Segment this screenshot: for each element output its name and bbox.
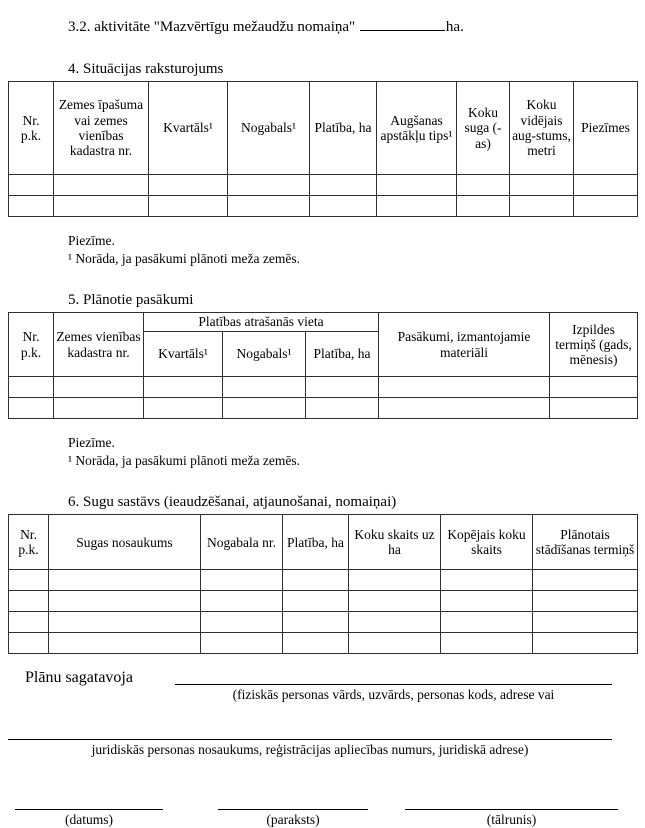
planned-measures-table [8,312,638,419]
empty-cell [283,612,349,633]
empty-cell [550,377,638,398]
empty-cell [510,196,574,217]
phone-block [405,795,618,828]
phone-caption: (tālrunis) [486,812,537,828]
empty-cell [349,570,441,591]
empty-cell [9,570,49,591]
table-row [9,591,638,612]
empty-cell [457,175,510,196]
empty-cell [441,591,533,612]
empty-cell [349,633,441,654]
empty-cell [54,196,149,217]
empty-cell [223,377,306,398]
empty-cell [144,398,223,419]
section6-heading: 6. Sugu sastāvs (ieaudzēšanai, atjaunošanai, nomaiņai) [68,494,397,511]
empty-cell [441,633,533,654]
col-header-kvartals: Kvartāls¹ [144,332,223,377]
empty-cell [349,591,441,612]
col-header-piezimes: Piezīmes [574,82,638,175]
footnote-1 [68,232,637,267]
empty-cell [377,175,457,196]
col-header-platiba: Platība, ha [306,332,379,377]
preparer-caption-line2: juridiskās personas nosaukums, reģistrācijas apliecības numurs, juridiskā adrese) [91,742,529,758]
empty-cell [9,175,54,196]
section4-heading: 4. Situācijas raksturojums [68,61,224,77]
signature-block [218,795,368,828]
empty-cell [533,633,638,654]
empty-cell [306,377,379,398]
preparer-row2 [8,725,612,758]
empty-cell [283,633,349,654]
empty-cell [457,196,510,217]
col-header-pasakumi: Pasākumi, izmantojamie materiāli [379,313,550,377]
phone-line [405,795,618,810]
empty-cell [228,175,310,196]
date-caption: (datums) [65,812,113,828]
activity-line [68,16,637,36]
col-header-kadastra: Zemes vienības kadastra nr. [54,313,144,377]
preparer-label: Plānu sagatavoja [25,669,133,687]
col-header-nogabals: Nogabals¹ [228,82,310,175]
col-header-platiba: Platība, ha [310,82,377,175]
table-row [9,612,638,633]
empty-cell [283,591,349,612]
hectares-blank-line [360,16,445,31]
species-table [8,514,638,654]
table-row [9,398,638,419]
hectares-unit: ha. [445,19,464,35]
empty-cell [441,570,533,591]
table-row [9,377,638,398]
situation-table [8,81,638,217]
table-header-row [9,82,638,175]
empty-cell [9,591,49,612]
empty-cell [306,398,379,419]
empty-cell [149,175,228,196]
empty-cell [49,633,201,654]
empty-cell [9,633,49,654]
empty-cell [201,570,283,591]
col-header-nr: Nr. p.k. [9,515,49,570]
signature-caption: (paraksts) [266,812,320,828]
footnote-title: Piezīme. [68,435,115,451]
empty-cell [283,570,349,591]
table-row [9,633,638,654]
col-header-nogabals: Nogabals¹ [223,332,306,377]
empty-cell [574,175,638,196]
col-header-stadisanas: Plānotais stādīšanas termiņš [533,515,638,570]
empty-cell [533,570,638,591]
col-header-kadastra: Zemes īpašuma vai zemes vienības kadastra nr. [54,82,149,175]
empty-cell [54,175,149,196]
preparer-signature-line2 [8,725,612,740]
table-header-row [9,313,638,332]
empty-cell [9,398,54,419]
date-block [15,795,163,828]
preparer-signature-line [175,668,612,685]
empty-cell [533,612,638,633]
col-header-platiba: Platība, ha [283,515,349,570]
empty-cell [201,633,283,654]
empty-cell [49,591,201,612]
col-group-header-atrasanas: Platības atrašanās vieta [144,313,379,332]
preparer-caption-line1: (fiziskās personas vārds, uzvārds, personas kods, adrese vai [232,687,555,703]
col-header-koku-skaits: Koku skaits uz ha [349,515,441,570]
preparer-row [25,668,612,703]
col-header-augstums: Koku vidējais aug-stums, metri [510,82,574,175]
date-signature-phone-row [8,795,637,828]
empty-cell [9,196,54,217]
col-header-nr: Nr. p.k. [9,313,54,377]
empty-cell [149,196,228,217]
empty-cell [533,591,638,612]
empty-cell [379,377,550,398]
empty-cell [550,398,638,419]
empty-cell [228,196,310,217]
col-header-suga-nosaukums: Sugas nosaukums [49,515,201,570]
empty-cell [54,377,144,398]
col-header-suga: Koku suga (-as) [457,82,510,175]
empty-cell [377,196,457,217]
empty-cell [54,398,144,419]
empty-cell [223,398,306,419]
footnote-title: Piezīme. [68,233,115,248]
empty-cell [201,591,283,612]
col-header-kopejais: Kopējais koku skaits [441,515,533,570]
empty-cell [144,377,223,398]
empty-cell [49,612,201,633]
empty-cell [310,175,377,196]
empty-cell [379,398,550,419]
section5-heading: 5. Plānotie pasākumi [68,292,194,309]
table-header-row [9,515,638,570]
footnote-text: ¹ Norāda, ja pasākumi plānoti meža zemēs. [68,250,300,266]
table-row [9,570,638,591]
footnote-text: ¹ Norāda, ja pasākumi plānoti meža zemēs. [68,452,300,468]
empty-cell [9,377,54,398]
empty-cell [441,612,533,633]
date-line [15,795,163,810]
empty-cell [9,612,49,633]
empty-cell [49,570,201,591]
empty-cell [201,612,283,633]
empty-cell [510,175,574,196]
col-header-kvartals: Kvartāls¹ [149,82,228,175]
col-header-nr: Nr. p.k. [9,82,54,175]
empty-cell [310,196,377,217]
empty-cell [349,612,441,633]
table-row [9,175,638,196]
signature-line [218,795,368,810]
table-row [9,196,638,217]
activity-text: 3.2. aktivitāte "Mazvērtīgu mežaudžu nomaiņa" [68,19,356,35]
footnote-2 [68,434,637,469]
col-header-augsanas: Augšanas apstākļu tips¹ [377,82,457,175]
col-header-nogabala-nr: Nogabala nr. [201,515,283,570]
preparer-fill [175,668,612,703]
empty-cell [574,196,638,217]
col-header-izpildes: Izpildes termiņš (gads, mēnesis) [550,313,638,377]
